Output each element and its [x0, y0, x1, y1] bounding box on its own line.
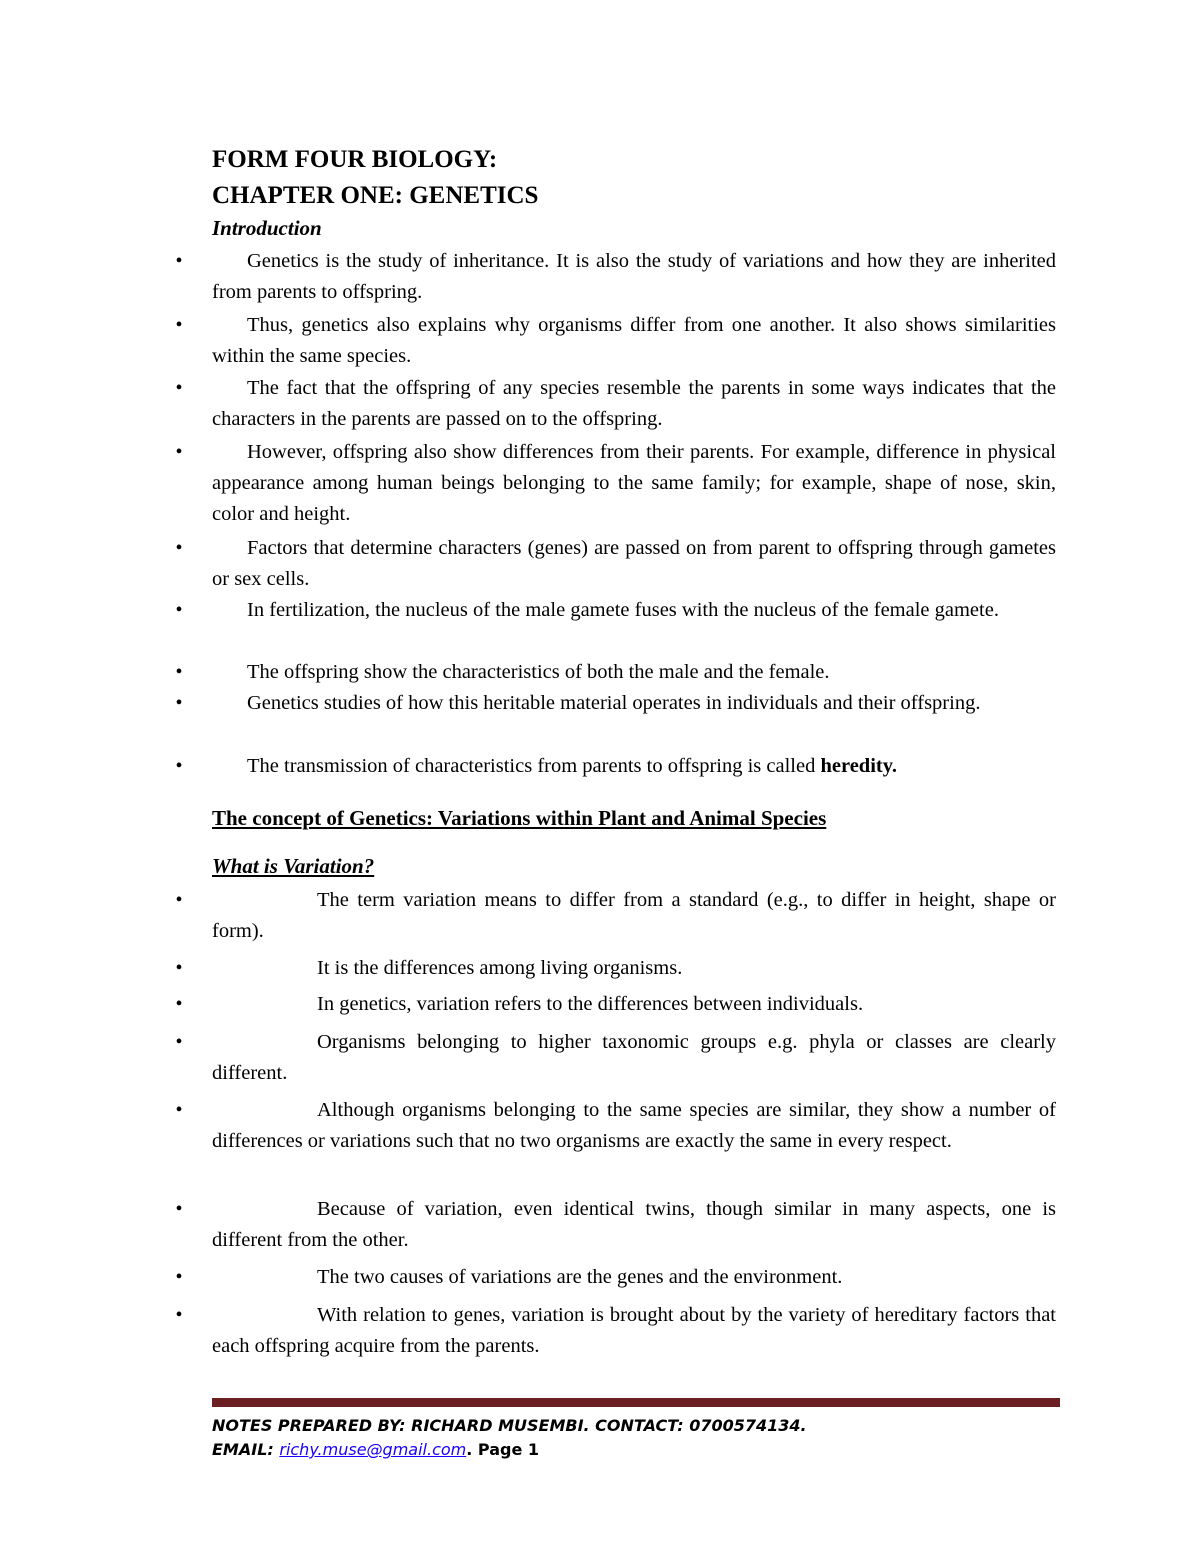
footer-contact: EMAIL: richy.muse@gmail.com. Page 1: [212, 1440, 539, 1459]
email-link[interactable]: richy.muse@gmail.com: [279, 1440, 467, 1459]
bullet-icon: •: [175, 692, 183, 714]
bullet-icon: •: [175, 1266, 183, 1288]
list-item-text: It is the differences among living organisms.: [317, 957, 683, 979]
bullet-icon: •: [175, 1099, 183, 1121]
email-label: EMAIL:: [212, 1440, 274, 1459]
document-title: FORM FOUR BIOLOGY:: [212, 146, 498, 173]
list-item-text: [212, 751, 1056, 782]
bullet-icon: •: [175, 599, 183, 621]
bullet-icon: •: [175, 441, 183, 463]
section-heading: The concept of Genetics: Variations within Plant and Animal Species: [212, 806, 827, 830]
bullet-icon: •: [175, 755, 183, 777]
list-item-text: Genetics studies of how this heritable material operates in individuals and their offspring.: [247, 692, 981, 714]
list-item-text: In genetics, variation refers to the differences between individuals.: [317, 993, 864, 1015]
list-item-text: The term variation means to differ from a standard (e.g., to differ in height, shape or form).: [212, 889, 1056, 942]
bullet-icon: •: [175, 1304, 183, 1326]
list-item-text: With relation to genes, variation is brought about by the variety of hereditary factors that each offspring acquire from the parents.: [212, 1304, 1056, 1357]
bullet-icon: •: [175, 1198, 183, 1220]
list-item-text: The two causes of variations are the genes and the environment.: [317, 1266, 843, 1288]
list-item-text: Organisms belonging to higher taxonomic groups e.g. phyla or classes are clearly different.: [212, 1031, 1056, 1084]
bullet-icon: •: [175, 993, 183, 1015]
footer-rule: [212, 1398, 1060, 1407]
list-item-text: Although organisms belonging to the same species are similar, they show a number of differences or variations such that no two organisms are exactly the same in every respect.: [212, 1099, 1056, 1152]
heredity-term: heredity.: [820, 755, 897, 777]
variation-heading: What is Variation?: [212, 854, 375, 878]
list-item-text: Thus, genetics also explains why organisms differ from one another. It also shows similarities within the same species.: [212, 314, 1056, 367]
bullet-icon: •: [175, 314, 183, 336]
page-number: Page 1: [477, 1440, 539, 1459]
list-item-text: The fact that the offspring of any species resemble the parents in some ways indicates that the characters in the parents are passed on to the offspring.: [212, 377, 1056, 430]
chapter-title: CHAPTER ONE: GENETICS: [212, 182, 539, 209]
bullet-icon: •: [175, 377, 183, 399]
bullet-icon: •: [175, 889, 183, 911]
heredity-sentence: The transmission of characteristics from parents to offspring is called: [247, 755, 816, 777]
bullet-icon: •: [175, 661, 183, 683]
list-item-text: The offspring show the characteristics of both the male and the female.: [247, 661, 830, 683]
list-item-text: However, offspring also show differences from their parents. For example, difference in physical appearance among human beings belonging to the same family; for example, shape of nose, skin, color and height.: [212, 441, 1056, 525]
list-item-text: In fertilization, the nucleus of the male gamete fuses with the nucleus of the female gamete.: [247, 599, 999, 621]
list-item-text: Because of variation, even identical twins, though similar in many aspects, one is different from the other.: [212, 1198, 1056, 1251]
footer-credit: NOTES PREPARED BY: RICHARD MUSEMBI. CONTACT: 0700574134.: [212, 1416, 807, 1435]
bullet-icon: •: [175, 1031, 183, 1053]
intro-heading: Introduction: [212, 216, 322, 240]
list-item-text: Genetics is the study of inheritance. It is also the study of variations and how they are inherited from parents to offspring.: [212, 250, 1056, 303]
list-item-text: Factors that determine characters (genes) are passed on from parent to offspring through gametes or sex cells.: [212, 537, 1056, 590]
bullet-icon: •: [175, 957, 183, 979]
bullet-icon: •: [175, 537, 183, 559]
bullet-icon: •: [175, 250, 183, 272]
